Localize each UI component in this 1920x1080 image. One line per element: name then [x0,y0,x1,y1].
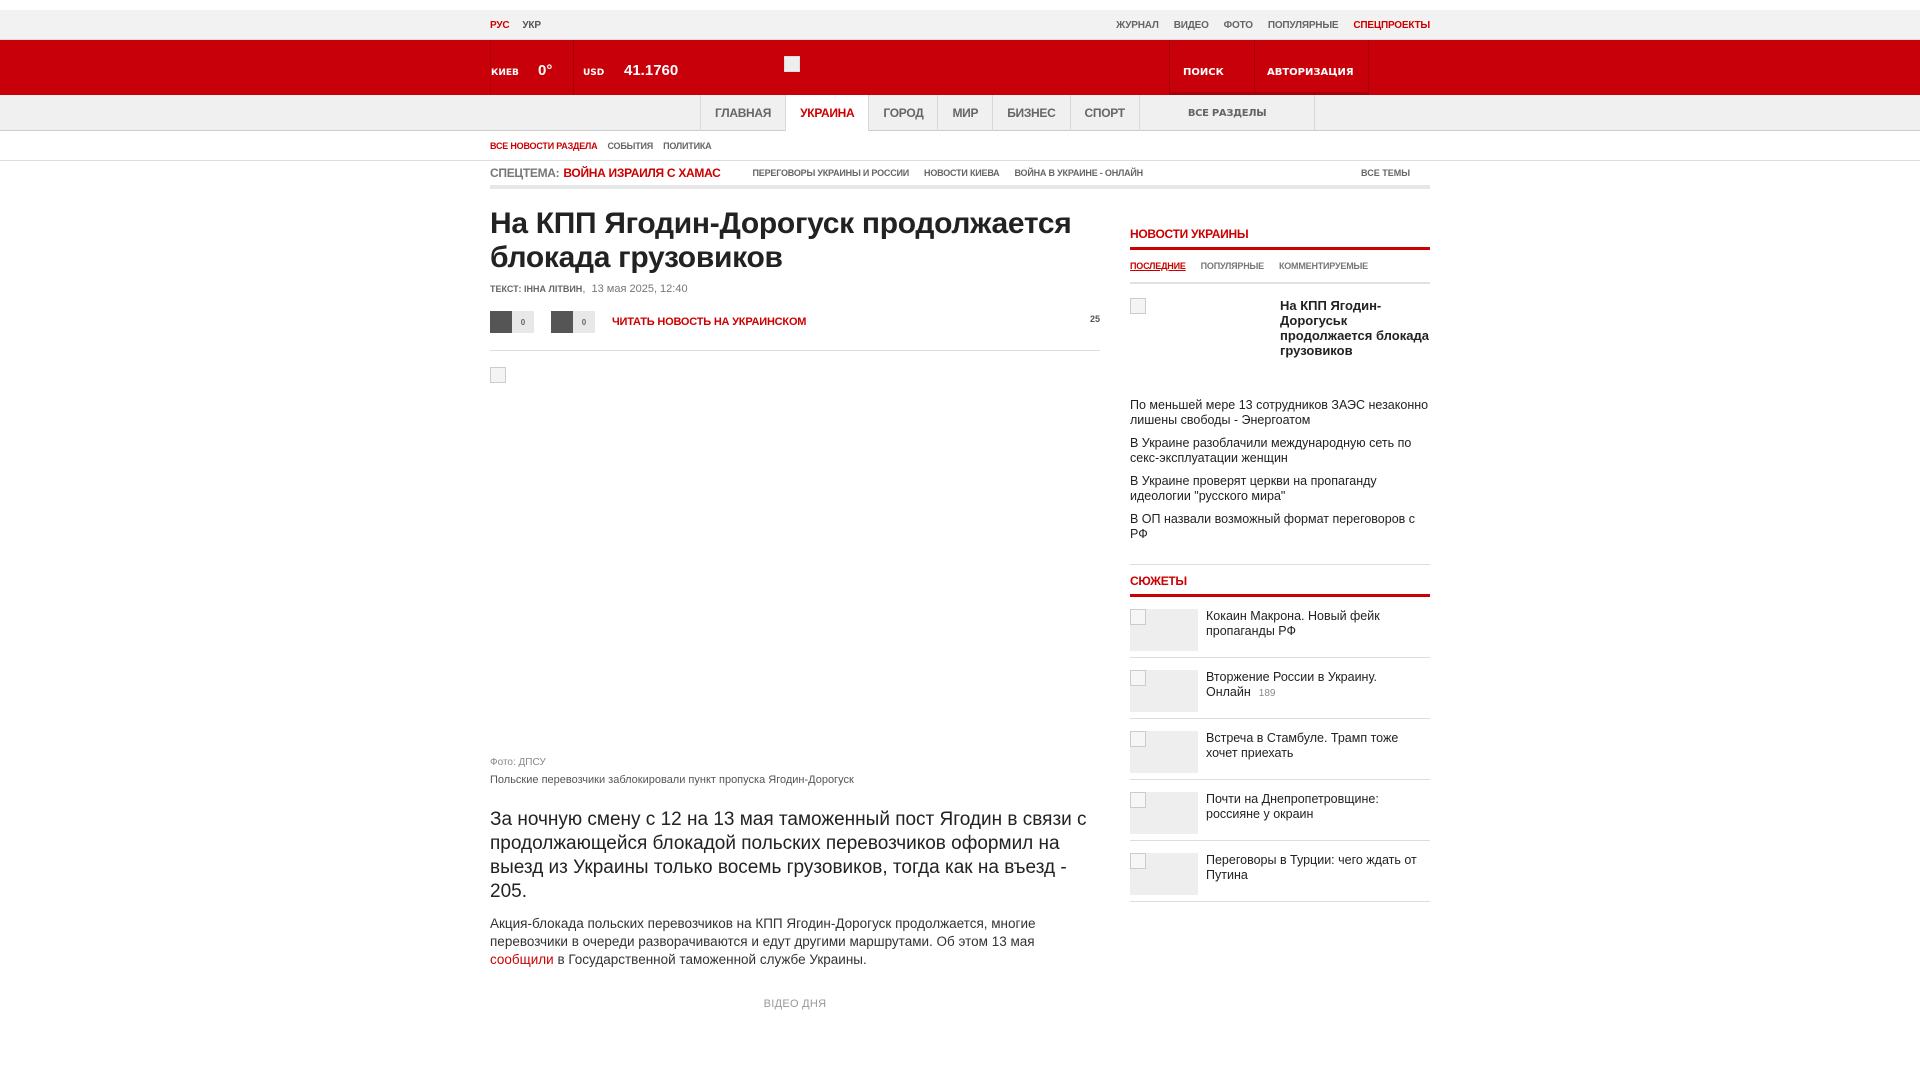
video-of-day-label: ВІДЕО ДНЯ [763,998,827,1010]
broken-image-icon [1130,298,1146,314]
subnav-politics[interactable]: ПОЛИТИКА [663,141,712,151]
share-count: 0 [512,311,534,333]
read-in-ukrainian-link[interactable]: ЧИТАТЬ НОВОСТЬ НА УКРАИНСКОМ [612,316,807,328]
story-title[interactable]: Переговоры в Турции: чего ждать от Путина [1206,853,1417,882]
story-thumbnail [1130,670,1198,712]
story-title-text: Вторжение России в Украину. Онлайн [1206,670,1377,699]
nav-sport[interactable]: СПОРТ [1070,95,1139,131]
broken-image-icon [1130,609,1146,625]
currency-label: USD [583,67,605,78]
weather-city: КИЕВ [490,40,538,95]
broken-image-icon [490,367,506,383]
topic-main[interactable]: ВОЙНА ИЗРАИЛЯ С ХАМАС [563,166,721,180]
story-title[interactable] [1206,670,1430,718]
byline: ТЕКСТ: ІННА ЛІТВИН, 13 мая 2025, 12:40 [490,283,688,295]
article-photo [490,367,1100,757]
broken-image-icon [1130,853,1146,869]
publish-date: 13 мая 2025, 12:40 [591,283,688,295]
weather-temp: 0° [538,40,574,95]
story-thumbnail [1130,792,1198,834]
story-count: 189 [1258,688,1276,699]
body-text: в Государственной таможенной службе Украины. [553,952,867,967]
source-link[interactable]: сообщили [490,952,554,967]
nav-business[interactable]: БИЗНЕС [992,95,1069,131]
article-body [490,915,1100,969]
tab-latest[interactable]: ПОСЛЕДНИЕ [1130,261,1186,271]
story-item[interactable] [1130,658,1430,719]
sidebar-news-title[interactable]: НОВОСТИ УКРАИНЫ [1130,222,1430,250]
facebook-icon[interactable] [490,311,512,333]
topic-link[interactable]: НОВОСТИ КИЕВА [924,168,1000,178]
featured-news-title[interactable]: На КПП Ягодин-Дорогуськ продолжается блокада грузовиков [1280,298,1429,358]
lang-rus[interactable]: РУС [490,19,510,31]
story-thumbnail [1130,609,1198,651]
article [490,195,1100,1010]
story-item[interactable] [1130,719,1430,780]
all-topics-link[interactable]: ВСЕ ТЕМЫ [1361,168,1410,178]
tab-commented[interactable]: КОММЕНТИРУЕМЫЕ [1278,261,1368,271]
story-thumbnail [1130,731,1198,773]
article-title: На КПП Ягодин-Дорогуск продолжается блокада грузовиков [490,207,1072,274]
twitter-icon[interactable] [551,311,573,333]
nav-main[interactable]: ГЛАВНАЯ [700,95,785,131]
top-link-video[interactable]: ВИДЕО [1173,19,1209,31]
share-count: 0 [573,311,595,333]
top-link-journal[interactable]: ЖУРНАЛ [1116,19,1159,31]
sidebar [1130,195,1430,902]
featured-news[interactable] [1130,298,1430,398]
story-item[interactable] [1130,780,1430,841]
lang-ukr[interactable]: УКР [522,19,541,31]
login-button[interactable]: АВТОРИЗАЦИЯ [1254,40,1369,95]
currency-rate: 41.1760 [624,62,679,79]
news-item[interactable]: В Украине разоблачили международную сеть по секс-эксплуатации женщин [1130,436,1412,465]
language-switcher [490,20,541,31]
story-item[interactable] [1130,597,1430,658]
search-button[interactable]: ПОИСК [1169,40,1254,95]
nav-all-sections[interactable]: ВСЕ РАЗДЕЛЫ [1139,95,1316,131]
broken-image-icon [1130,792,1146,808]
site-logo[interactable] [784,40,1169,95]
body-text: Акция-блокада польских перевозчиков на КПП Ягодин-Дорогуск продолжается, многие перевозчики в очереди разворачиваются и едут другими маршрутами. Об этом 13 мая [490,916,1036,949]
nav-world[interactable]: МИР [937,95,992,131]
share-twitter [551,311,595,333]
news-list [1130,398,1430,565]
news-item[interactable]: По меньшей мере 13 сотрудников ЗАЭС незаконно лишены свободы - Энергоатом [1130,398,1429,427]
subnav-all-news[interactable]: ВСЕ НОВОСТИ РАЗДЕЛА [490,141,598,151]
top-strip [0,10,1920,40]
share-facebook [490,311,534,333]
story-title[interactable]: Встреча в Стамбуле. Трамп тоже хочет приехать [1206,731,1399,760]
broken-image-icon [1130,670,1146,686]
main-nav [0,95,1920,131]
top-link-specprojects[interactable]: СПЕЦПРОЕКТЫ [1353,19,1430,31]
photo-caption: Польские перевозчики заблокировали пункт пропуска Ягодин-Дорогуск [490,774,854,786]
photo-credit: Фото: ДПСУ [490,757,546,768]
header-bar [0,40,1920,95]
topic-link[interactable]: ВОЙНА В УКРАИНЕ - ОНЛАЙН [1014,168,1143,178]
sub-nav [0,131,1920,161]
author[interactable]: ТЕКСТ: ІННА ЛІТВИН [490,284,583,294]
broken-image-icon [1130,731,1146,747]
sidebar-tabs [1130,250,1430,284]
news-item[interactable]: В Украине проверят церкви на пропаганду идеологии "русского мира" [1130,474,1377,503]
article-lead: За ночную смену с 12 на 13 мая таможенный пост Ягодин в связи с продолжающейся блокадой польских перевозчиков оформил на выезд из Украины только восемь грузовиков, тогда как на въезд - 205. [490,809,1087,902]
story-thumbnail [1130,853,1198,895]
top-link-photo[interactable]: ФОТО [1223,19,1253,31]
broken-image-icon [784,56,800,72]
tab-popular[interactable]: ПОПУЛЯРНЫЕ [1200,261,1264,271]
comments-count[interactable]: 25 [1089,314,1100,324]
sidebar-stories-title[interactable]: СЮЖЕТЫ [1130,569,1430,597]
top-link-popular[interactable]: ПОПУЛЯРНЫЕ [1267,19,1339,31]
topics-label: СПЕЦТЕМА: [490,166,560,180]
subnav-events[interactable]: СОБЫТИЯ [607,141,654,151]
news-item[interactable]: В ОП назвали возможный формат переговоров с РФ [1130,512,1416,541]
special-topics [0,161,1920,195]
nav-city[interactable]: ГОРОД [868,95,937,131]
top-links [1116,20,1430,31]
story-item[interactable] [1130,841,1430,902]
story-title[interactable]: Кокаин Макрона. Новый фейк пропаганды РФ [1206,609,1380,638]
story-title[interactable]: Почти на Днепропетровщине: россияне у окраин [1206,792,1379,821]
article-actions [490,311,1100,351]
nav-ukraine[interactable]: УКРАИНА [785,95,868,131]
topic-link[interactable]: ПЕРЕГОВОРЫ УКРАИНЫ И РОССИИ [752,168,910,178]
